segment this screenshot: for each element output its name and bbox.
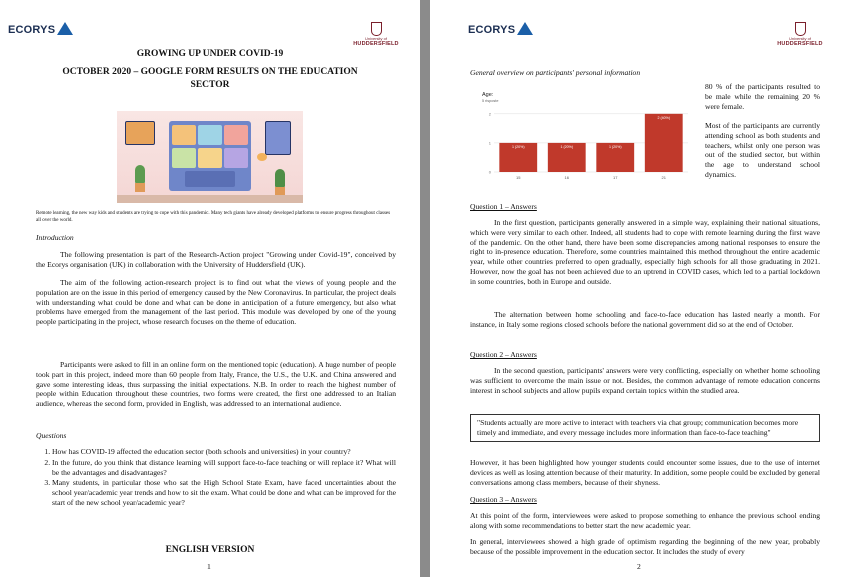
question-1-paragraph-1: In the first question, participants generally answered in a simple way, explaining their national situations, which were very similar to each other. Indeed, all students had to cope with remote learning during the first wave of the pandemic. On the other hand, there have been some discrepancies among national responses to ensure the right to in-presence education. Therefore, some countries maintained this method throughout the entire academic year, while other countries preferred to open gradually, especially high schools for all those graduating in 2021. However, now the goal has not been achieved due to an uptrend in COVID cases, which led to a partial lockdown in some countries, both in Europe and outside. bbox=[470, 218, 820, 286]
huddersfield-crest-icon bbox=[371, 22, 382, 36]
overview-heading: General overview on participants' personal information bbox=[470, 68, 641, 77]
ecorys-logo-text: ECORYS bbox=[8, 24, 56, 36]
occupation-paragraph: Most of the participants are currently attending school as both students and teachers, whilst only one person was out of the studied sector, but within the age to understand school dynamics. bbox=[705, 121, 820, 179]
question-2-paragraph-2: However, it has been highlighted how younger students could encounter some issues, due to the use of internet devices as well as losing attention because of their maturity. In addition, some people could be excluded by general conversations among class members, because of their shyness. bbox=[470, 458, 820, 487]
bar-data-label: 1 (20%) bbox=[608, 144, 622, 149]
question-2-heading: Question 2 – Answers bbox=[470, 350, 537, 359]
ecorys-triangle-icon bbox=[517, 22, 533, 35]
huddersfield-logo-big: HUDDERSFIELD bbox=[353, 41, 399, 47]
page-number: 1 bbox=[207, 562, 211, 571]
remote-learning-illustration bbox=[117, 111, 303, 203]
huddersfield-logo bbox=[776, 22, 824, 47]
questions-heading: Questions bbox=[36, 431, 67, 440]
wall-frame-icon bbox=[125, 121, 155, 145]
page-gutter bbox=[420, 0, 430, 577]
bar-data-label: 1 (20%) bbox=[511, 144, 525, 149]
chart-subtitle: 5 risposte bbox=[482, 99, 499, 103]
plant-icon bbox=[275, 169, 285, 187]
video-call-screen bbox=[169, 121, 251, 191]
participant-quote: "Students actually are more active to interact with teachers via chat group; communication becomes more timely and immediate, and every message includes more information than face-to-face teaching" bbox=[470, 414, 820, 442]
gender-paragraph: 80 % of the participants resulted to be male while the remaining 20 % were female. bbox=[705, 82, 820, 111]
bar-data-label: 1 (20%) bbox=[560, 144, 574, 149]
chart-title: Age: bbox=[482, 92, 494, 98]
bar-data-label: 2 (40%) bbox=[657, 115, 671, 120]
ecorys-logo-text: ECORYS bbox=[468, 24, 516, 36]
y-tick-label: 2 bbox=[488, 111, 491, 117]
bird-icon bbox=[257, 153, 267, 161]
age-bar-chart bbox=[478, 88, 693, 188]
document-page-2 bbox=[430, 0, 850, 577]
ecorys-logo bbox=[8, 22, 73, 36]
question-2-paragraph-1: In the second question, participants' answers were very conflicting, especially on whether home schooling was sufficient to overcome the main issue or not. Besides, the common advantage of remote education concerns interest in school subjects and allow pupils expand certain topics within the studied area. bbox=[470, 366, 820, 395]
x-category-label: 16 bbox=[564, 175, 569, 180]
x-category-label: 17 bbox=[613, 175, 618, 180]
introduction-heading: Introduction bbox=[36, 233, 74, 242]
document-page-1 bbox=[0, 0, 420, 577]
huddersfield-logo bbox=[352, 22, 400, 47]
intro-paragraph-1: The following presentation is part of the Research-Action project "Growing under Covid-19", conceived by the Ecorys organisation (UK) in collaboration with the University of Huddersfield (UK). bbox=[36, 250, 396, 269]
illustration-caption: Remote learning, the new way kids and students are trying to cope with this pandemic. Many tech giants have already developed platforms to ensure progress throughout classes all over the world. bbox=[36, 211, 391, 223]
y-tick-label: 0 bbox=[488, 169, 491, 175]
question-item: 1. How has COVID-19 affected the education sector (both schools and universities) in your country? bbox=[52, 447, 396, 457]
question-1-paragraph-2: The alternation between home schooling and face-to-face education has lasted nearly a month. For instance, in Italy some regions closed schools before the national government did so at the end of October. bbox=[470, 310, 820, 329]
ecorys-triangle-icon bbox=[57, 22, 73, 35]
question-item: 2. In the future, do you think that distance learning will support face-to-face teaching or will replace it? What will be the advantages and disadvantages? bbox=[52, 458, 396, 478]
bar-21 bbox=[645, 114, 683, 172]
wall-frame-icon bbox=[265, 121, 291, 155]
x-category-label: 15 bbox=[516, 175, 521, 180]
question-3-paragraph-1: At this point of the form, interviewees were asked to propose something to enhance the previous school ending along with some recommendations to better start the new academic year. bbox=[470, 511, 820, 530]
plant-icon bbox=[135, 165, 145, 183]
huddersfield-logo-small: University of bbox=[788, 36, 811, 41]
huddersfield-logo-small: University of bbox=[364, 36, 387, 41]
x-category-label: 21 bbox=[661, 175, 666, 180]
intro-paragraph-3: Participants were asked to fill in an online form on the mentioned topic (education). A huge number of people took part in this project, indeed more than 60 people from Italy, France, the U.S., the U.K. and China answered and gave some interesting ideas, thus surpassing the initial expectations. N.B. In order to reach the highest number of people within Education throughout these countries, two forms were created, the first one addressed to an Italian audience, whereas the second form, provided in English, was addressed to an international audience. bbox=[36, 360, 396, 409]
questions-list bbox=[36, 447, 396, 509]
ecorys-logo bbox=[468, 22, 533, 36]
page-number: 2 bbox=[637, 562, 641, 571]
english-version-label: ENGLISH VERSION bbox=[165, 545, 255, 555]
question-1-heading: Question 1 – Answers bbox=[470, 202, 537, 211]
document-subtitle: OCTOBER 2020 – GOOGLE FORM RESULTS ON THE EDUCATION SECTOR bbox=[62, 67, 358, 90]
huddersfield-crest-icon bbox=[795, 22, 806, 36]
intro-paragraph-2: The aim of the following action-research project is to find out what the views of young people and the population are on the issue in this period of emergency caused by the New Coronavirus. In particular, the project deals with understanding what could be done and what can be done in anticipation of a future emergency, but also what problems have emerged from the management of the last period. This module was developed by one of the young people participating in the project, whose research focuses on the theme of education. bbox=[36, 278, 396, 327]
document-title: GROWING UP UNDER COVID-19 bbox=[136, 49, 284, 59]
question-item: 3. Many students, in particular those who sat the High School State Exam, have faced uncertainties about the school year/academic year trends and how to sit the exam. What could be done and what can be improved for the start of the new school year/academic year? bbox=[52, 478, 396, 507]
y-tick-label: 1 bbox=[488, 140, 491, 146]
question-3-paragraph-2: In general, interviewees showed a high grade of optimism regarding the beginning of the new year, probably because of the possible improvement in the education sector. It includes the study of every bbox=[470, 537, 820, 556]
question-3-heading: Question 3 – Answers bbox=[470, 495, 537, 504]
huddersfield-logo-big: HUDDERSFIELD bbox=[777, 41, 823, 47]
